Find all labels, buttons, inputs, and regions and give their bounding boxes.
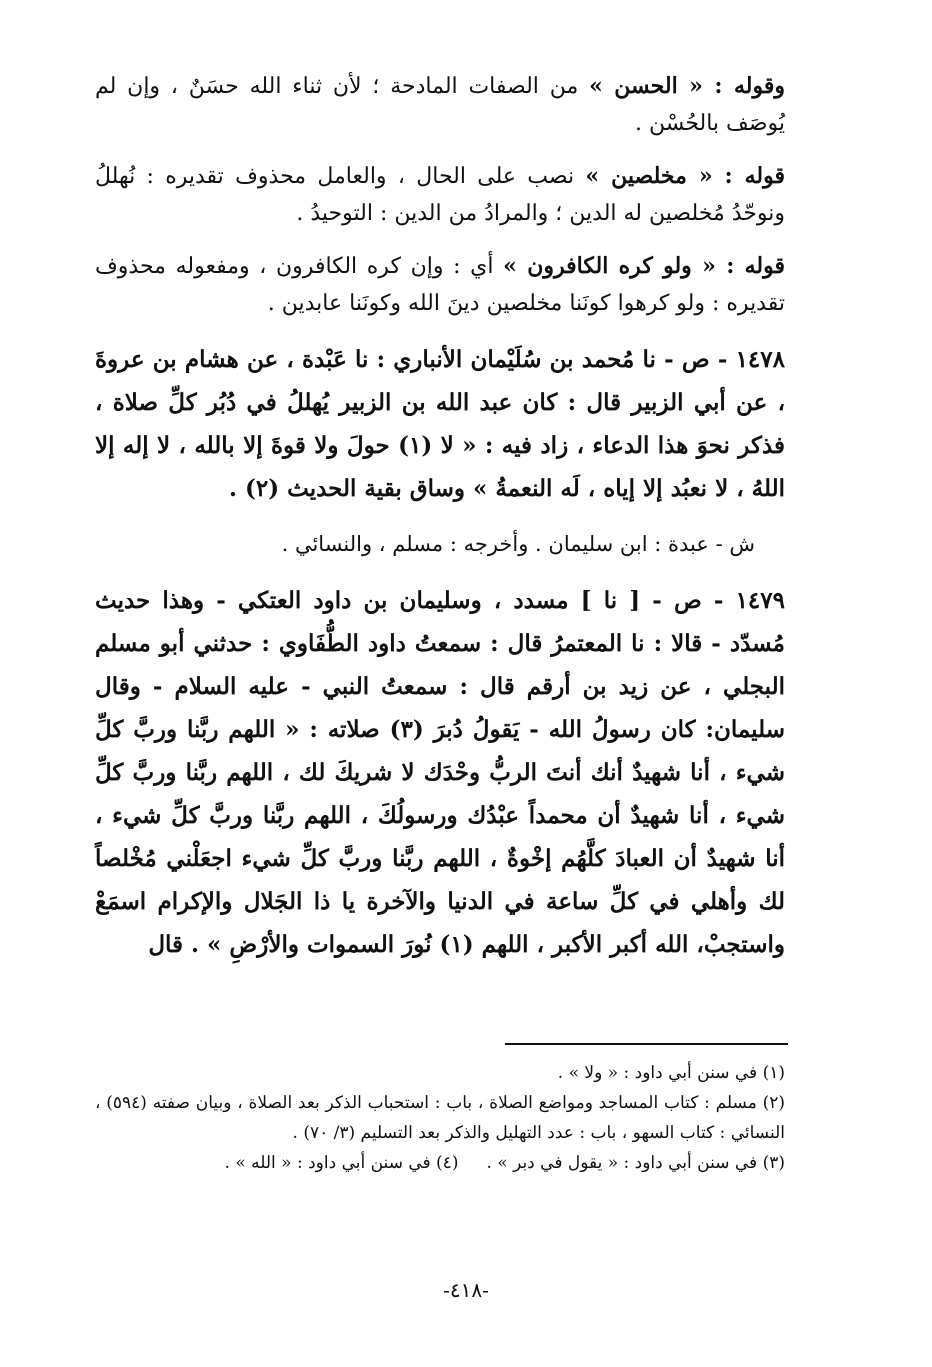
commentary-paragraph: [95, 158, 785, 232]
footnote-divider: [505, 1043, 788, 1045]
quoted-term: قوله : « مخلصين »: [585, 163, 785, 189]
footnote-1: (١) في سنن أبي داود : « ولا » .: [557, 1063, 785, 1083]
footnote-4: (٤) في سنن أبي داود : « الله » .: [224, 1153, 459, 1173]
quoted-term: وقوله : « الحسن »: [589, 73, 785, 99]
page-body: [95, 68, 785, 982]
paragraph-text: من الصفات المادحة ؛ لأن ثناء الله حسَنٌ ، وإن لم يُوصَف بالحُسْن .: [95, 74, 785, 136]
paragraph-text: نصب على الحال ، والعامل محذوف تقديره : نُهللُ ونوحّدُ مُخلصين له الدين ؛ والمرادُ من الدين : التوحيدُ .: [95, 164, 785, 226]
quoted-term: قوله : « ولو كره الكافرون »: [503, 253, 786, 279]
footnotes: [95, 1058, 785, 1178]
footnote-3: (٣) في سنن أبي داود : « يقول في دبر » .: [486, 1153, 785, 1173]
paragraph-text: أي : وإن كره الكافرون ، ومفعوله محذوف تقديره : ولو كرهوا كونَنا مخلصين دينَ الله وكونَنا عابدين .: [95, 254, 785, 316]
hadith-1479: ١٤٧٩ - ص - [ نا ] مسدد ، وسليمان بن داود العتكي - وهذا حديث مُسدّد - قالا : نا المعتمرُ قال : سمعتُ داود الطُّفَاوي : حدثني أبو مسلم البجلي ، عن زيد بن أرقم قال : سمعتُ النبي - عليه السلام - وقال سليمان: كان رسولُ الله - يَقولُ دُبرَ (٣) صلاته : « اللهم ربَّنا وربَّ كلِّ شيء ، أنا شهيدٌ أنك أنتَ الربُّ وحْدَك لا شريكَ لك ، اللهم ربَّنا وربَّ كلِّ شيء ، أنا شهيدٌ أن محمداً عبْدُك ورسولُكَ ، اللهم ربَّنا وربَّ كلِّ شيء ، أنا شهيدٌ أن العبادَ كلَّهُم إخْوةٌ ، اللهم ربَّنا وربَّ كلِّ شيء اجعَلْني مُخْلصاً لك وأهلي في كلِّ ساعة في الدنيا والآخرة يا ذا الجَلال والإكرام اسمَعْ واستجبْ، الله أكبر الأكبر ، اللهم (١) نُورَ السموات والأرْضِ » . قال: [95, 587, 785, 958]
footnote-row: [95, 1148, 785, 1178]
commentary-paragraph: [95, 68, 785, 142]
page-number: -٤١٨-: [443, 1278, 489, 1302]
footnote-2: (٢) مسلم : كتاب المساجد ومواضع الصلاة ، باب : استحباب الذكر بعد الصلاة ، وبيان صفته (٥٩٤) ، النسائي : كتاب السهو ، باب : عدد التهليل والذكر بعد التسليم (٣/ ٧٠) .: [95, 1093, 785, 1143]
sharh-1478: ش - عبدة : ابن سليمان . وأخرجه : مسلم ، والنسائي .: [281, 532, 755, 556]
commentary-paragraph: [95, 248, 785, 322]
hadith-1478: ١٤٧٨ - ص - نا مُحمد بن سُلَيْمان الأنباري : نا عَبْدة ، عن هشام بن عروةَ ، عن أبي الزبير قال : كان عبد الله بن الزبير يُهللُ في دُبُر كلِّ صلاة ، فذكر نحوَ هذا الدعاء ، زاد فيه : « لا (١) حولَ ولا قوةَ إلا بالله ، لا إله إلا اللهُ ، لا نعبُد إلا إياه ، لَه النعمةُ » وساق بقية الحديث (٢) .: [95, 346, 785, 502]
